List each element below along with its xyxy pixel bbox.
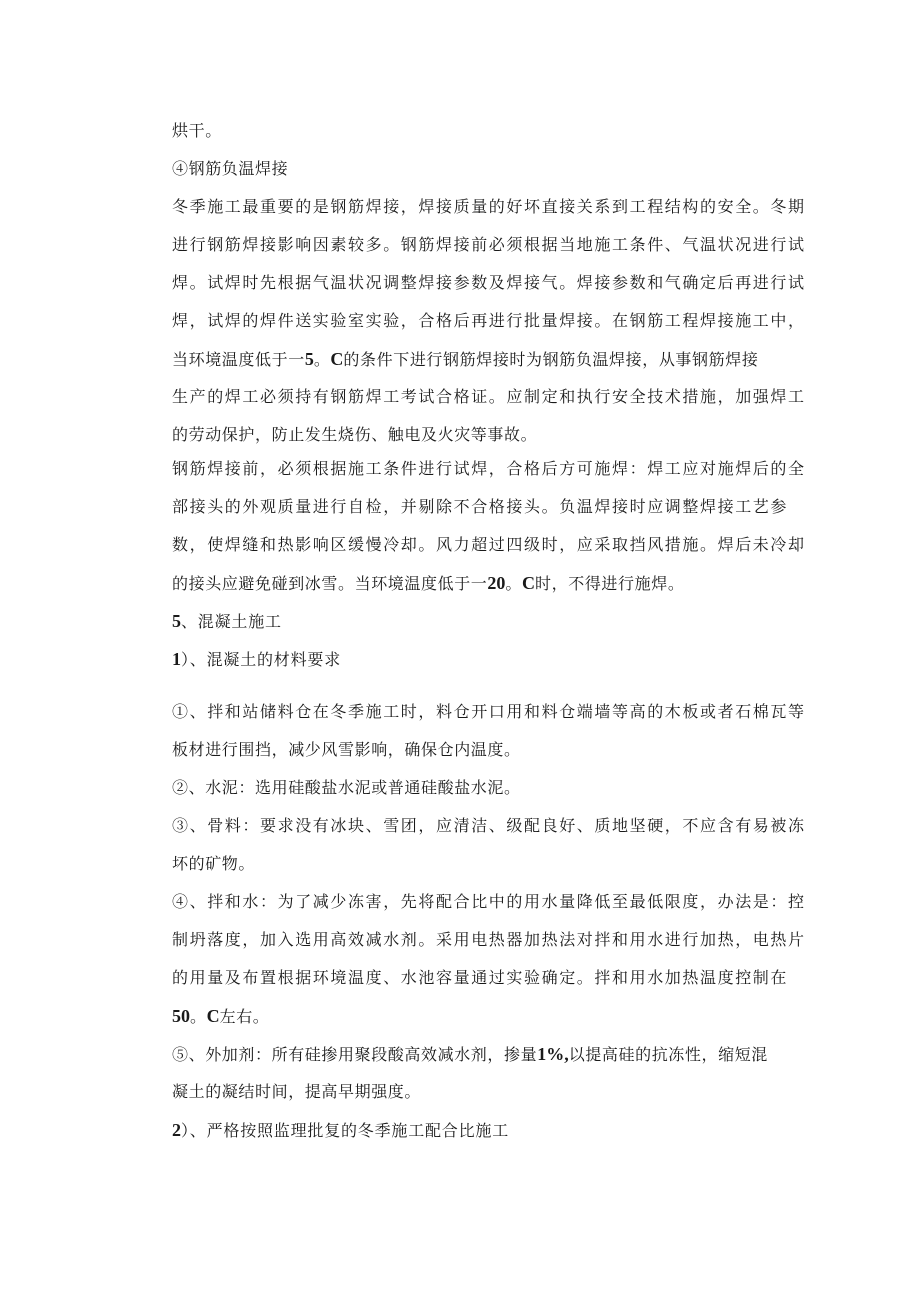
text-line: 烘干。 bbox=[172, 121, 222, 140]
text-line: 制坍落度，加入选用高效减水剂。采用电热器加热法对拌和用水进行加热，电热片 bbox=[172, 930, 806, 949]
text-line: 当环境温度低于一5。C的条件下进行钢筋焊接时为钢筋负温焊接，从事钢筋焊接 bbox=[172, 349, 759, 369]
text-line: ③、骨料：要求没有冰块、雪团，应清洁、级配良好、质地坚硬，不应含有易被冻 bbox=[172, 816, 806, 835]
text-line: 冬季施工最重要的是钢筋焊接，焊接质量的好坏直接关系到工程结构的安全。冬期 bbox=[172, 197, 806, 216]
text-line: 板材进行围挡，减少风雪影响，确保仓内温度。 bbox=[172, 740, 521, 759]
text-line: 部接头的外观质量进行自检，并剔除不合格接头。负温焊接时应调整焊接工艺参 bbox=[172, 497, 789, 516]
text-line: 凝土的凝结时间，提高早期强度。 bbox=[172, 1082, 422, 1101]
text-line: 焊。试焊时先根据气温状况调整焊接参数及焊接气。焊接参数和气确定后再进行试 bbox=[172, 273, 806, 292]
section-heading: 5、混凝土施工 bbox=[172, 611, 282, 631]
text-line: ⑤、外加剂：所有硅掺用聚段酸高效减水剂，掺量1%,以提高硅的抗冻性，缩短混 bbox=[172, 1044, 768, 1064]
text-line: 进行钢筋焊接影响因素较多。钢筋焊接前必须根据当地施工条件、气温状况进行试 bbox=[172, 235, 806, 254]
text-line: ②、水泥：选用硅酸盐水泥或普通硅酸盐水泥。 bbox=[172, 778, 521, 797]
text-line: 坏的矿物。 bbox=[172, 854, 256, 873]
text-line: 生产的焊工必须持有钢筋焊工考试合格证。应制定和执行安全技术措施，加强焊工 bbox=[172, 387, 806, 406]
text-line: 的接头应避免碰到冰雪。当环境温度低于一20。C时，不得进行施焊。 bbox=[172, 573, 685, 593]
text-line: 数，使焊缝和热影响区缓慢冷却。风力超过四级时，应采取挡风措施。焊后未冷却 bbox=[172, 535, 806, 554]
text-line: 50。C左右。 bbox=[172, 1006, 270, 1026]
text-line: 的劳动保护，防止发生烧伤、触电及火灾等事故。 bbox=[172, 425, 538, 444]
subsection-heading: 1）、混凝土的材料要求 bbox=[172, 649, 342, 669]
text-line: ①、拌和站储料仓在冬季施工时，料仓开口用和料仓端墙等高的木板或者石棉瓦等 bbox=[172, 702, 806, 721]
text-line: 焊，试焊的焊件送实验室实验，合格后再进行批量焊接。在钢筋工程焊接施工中， bbox=[172, 311, 806, 330]
subsection-heading: 2）、严格按照监理批复的冬季施工配合比施工 bbox=[172, 1120, 510, 1140]
section-heading: ④钢筋负温焊接 bbox=[172, 159, 289, 178]
text-line: 的用量及布置根据环境温度、水池容量通过实验确定。拌和用水加热温度控制在 bbox=[172, 968, 789, 987]
text-line: ④、拌和水：为了减少冻害，先将配合比中的用水量降低至最低限度，办法是：控 bbox=[172, 892, 806, 911]
text-line: 钢筋焊接前，必须根据施工条件进行试焊，合格后方可施焊：焊工应对施焊后的全 bbox=[172, 459, 806, 478]
